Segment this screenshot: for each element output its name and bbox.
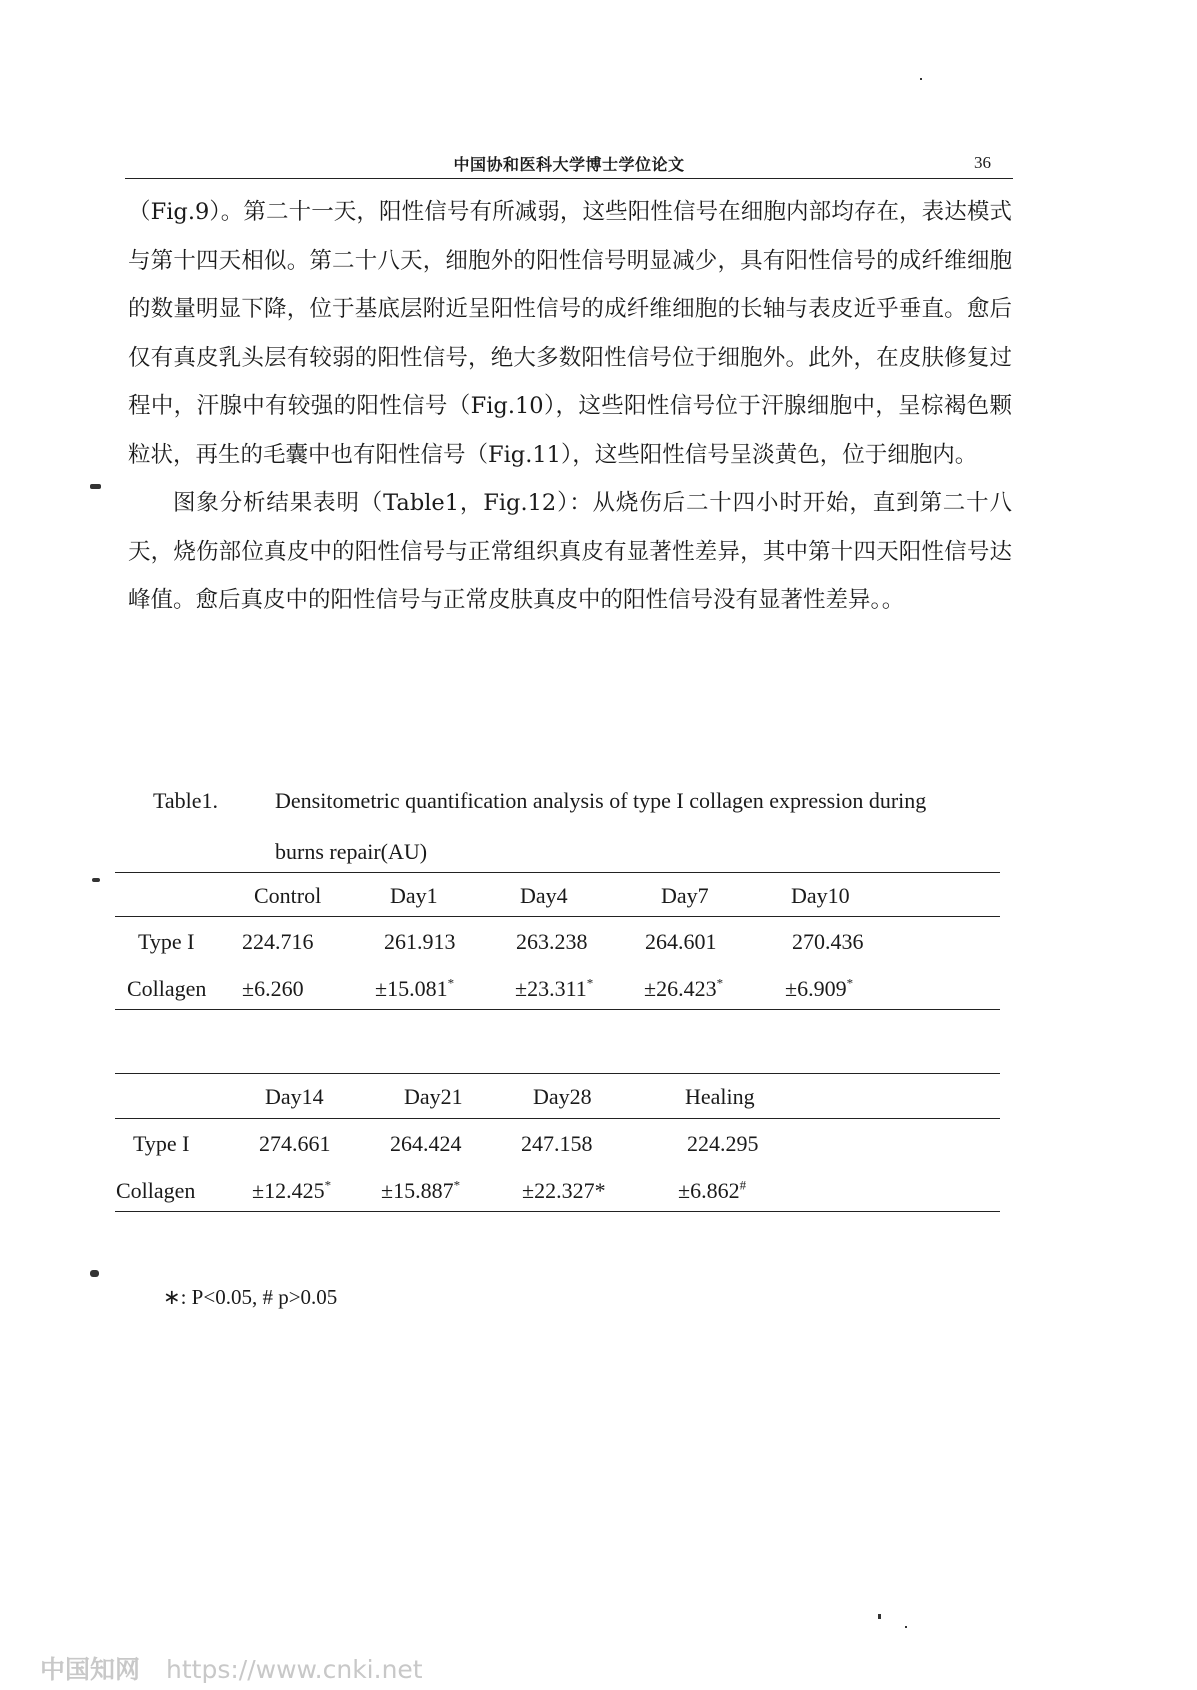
cnki-watermark	[40, 1650, 423, 1686]
table-rule-mid	[115, 1118, 1000, 1119]
table-cell-mean: 264.601	[645, 929, 717, 954]
column-header: Day10	[791, 883, 850, 908]
cnki-logo: 中国知网	[40, 1655, 141, 1684]
column-header: Day28	[533, 1084, 592, 1109]
scan-speck	[920, 78, 922, 80]
table-rule-top	[115, 872, 1000, 873]
scan-speck	[878, 1614, 881, 1619]
table-cell-sd: ±22.327*	[522, 1178, 606, 1203]
scan-speck	[90, 484, 101, 489]
scan-speck	[905, 1626, 907, 1628]
column-header: Healing	[685, 1084, 755, 1109]
table-cell-sd: ±6.260	[242, 976, 304, 1001]
table-cell-mean: 274.661	[259, 1131, 331, 1156]
paragraph-1: （Fig.9）。第二十一天，阳性信号有所减弱，这些阳性信号在细胞内部均存在，表达模式与第十四天相似。第二十八天，细胞外的阳性信号明显减少，具有阳性信号的成纤维细胞的数量明显下降，位于基底层附近呈阳性信号的成纤维细胞的长轴与表皮近乎垂直。愈后仅有真皮乳头层有较弱的阳性信号，绝大多数阳性信号位于细胞外。此外，在皮肤修复过程中，汗腺中有较强的阳性信号（Fig.10），这些阳性信号位于汗腺细胞中，呈棕褐色颗粒状，再生的毛囊中也有阳性信号（Fig.11），这些阳性信号呈淡黄色，位于细胞内。	[128, 199, 1012, 468]
table-footnote: ∗: P<0.05, # p>0.05	[163, 1285, 338, 1309]
table-cell-sd: ±26.423*	[644, 975, 724, 1001]
running-header	[125, 150, 1013, 179]
column-header: Control	[254, 883, 322, 908]
row-label: Collagen	[116, 1178, 196, 1203]
row-label: Type I	[133, 1131, 190, 1156]
table-label: Table1.	[153, 788, 219, 813]
row-label: Type I	[138, 929, 195, 954]
table-rule-mid	[115, 916, 1000, 917]
scan-speck	[90, 1270, 99, 1277]
table-cell-sd: ±15.081*	[375, 975, 455, 1001]
table-rule-bottom	[115, 1211, 1000, 1212]
table-cell-sd: ±12.425*	[252, 1177, 332, 1203]
table-rule-bottom	[115, 1009, 1000, 1010]
table-cell-mean: 224.295	[687, 1131, 759, 1156]
table-cell-mean: 264.424	[390, 1131, 462, 1156]
table-cell-mean: 270.436	[792, 929, 864, 954]
column-header: Day14	[265, 1084, 324, 1109]
watermark-url: https://www.cnki.net	[166, 1655, 423, 1684]
table-caption-text: Densitometric quantification analysis of type I collagen expression during burns repair(AU)	[275, 788, 927, 864]
scan-speck	[92, 878, 100, 882]
table-cell-mean: 224.716	[242, 929, 314, 954]
table-cell-mean: 247.158	[521, 1131, 593, 1156]
table-cell-sd: ±6.909*	[785, 975, 854, 1001]
row-label: Collagen	[127, 976, 207, 1001]
paragraph-2: 图象分析结果表明（Table1，Fig.12）：从烧伤后二十四小时开始，直到第二十八天，烧伤部位真皮中的阳性信号与正常组织真皮有显著性差异，其中第十四天阳性信号达峰值。愈后真皮中的阳性信号与正常皮肤真皮中的阳性信号没有显著性差异。。	[128, 490, 1012, 613]
table-cell-mean: 261.913	[384, 929, 456, 954]
column-header: Day4	[520, 883, 568, 908]
header-title: 中国协和医科大学博士学位论文	[453, 155, 685, 174]
table-part-1	[115, 872, 1000, 1022]
table-cell-mean: 263.238	[516, 929, 588, 954]
table-part-2	[115, 1073, 1000, 1223]
column-header: Day21	[404, 1084, 463, 1109]
column-header: Day7	[661, 883, 709, 908]
page-number: 36	[974, 153, 991, 172]
table-cell-sd: ±6.862#	[678, 1177, 747, 1203]
table-cell-sd: ±15.887*	[381, 1177, 461, 1203]
table-rule-top	[115, 1073, 1000, 1074]
table-cell-sd: ±23.311*	[515, 975, 594, 1001]
column-header: Day1	[390, 883, 438, 908]
body-text	[128, 188, 1012, 625]
